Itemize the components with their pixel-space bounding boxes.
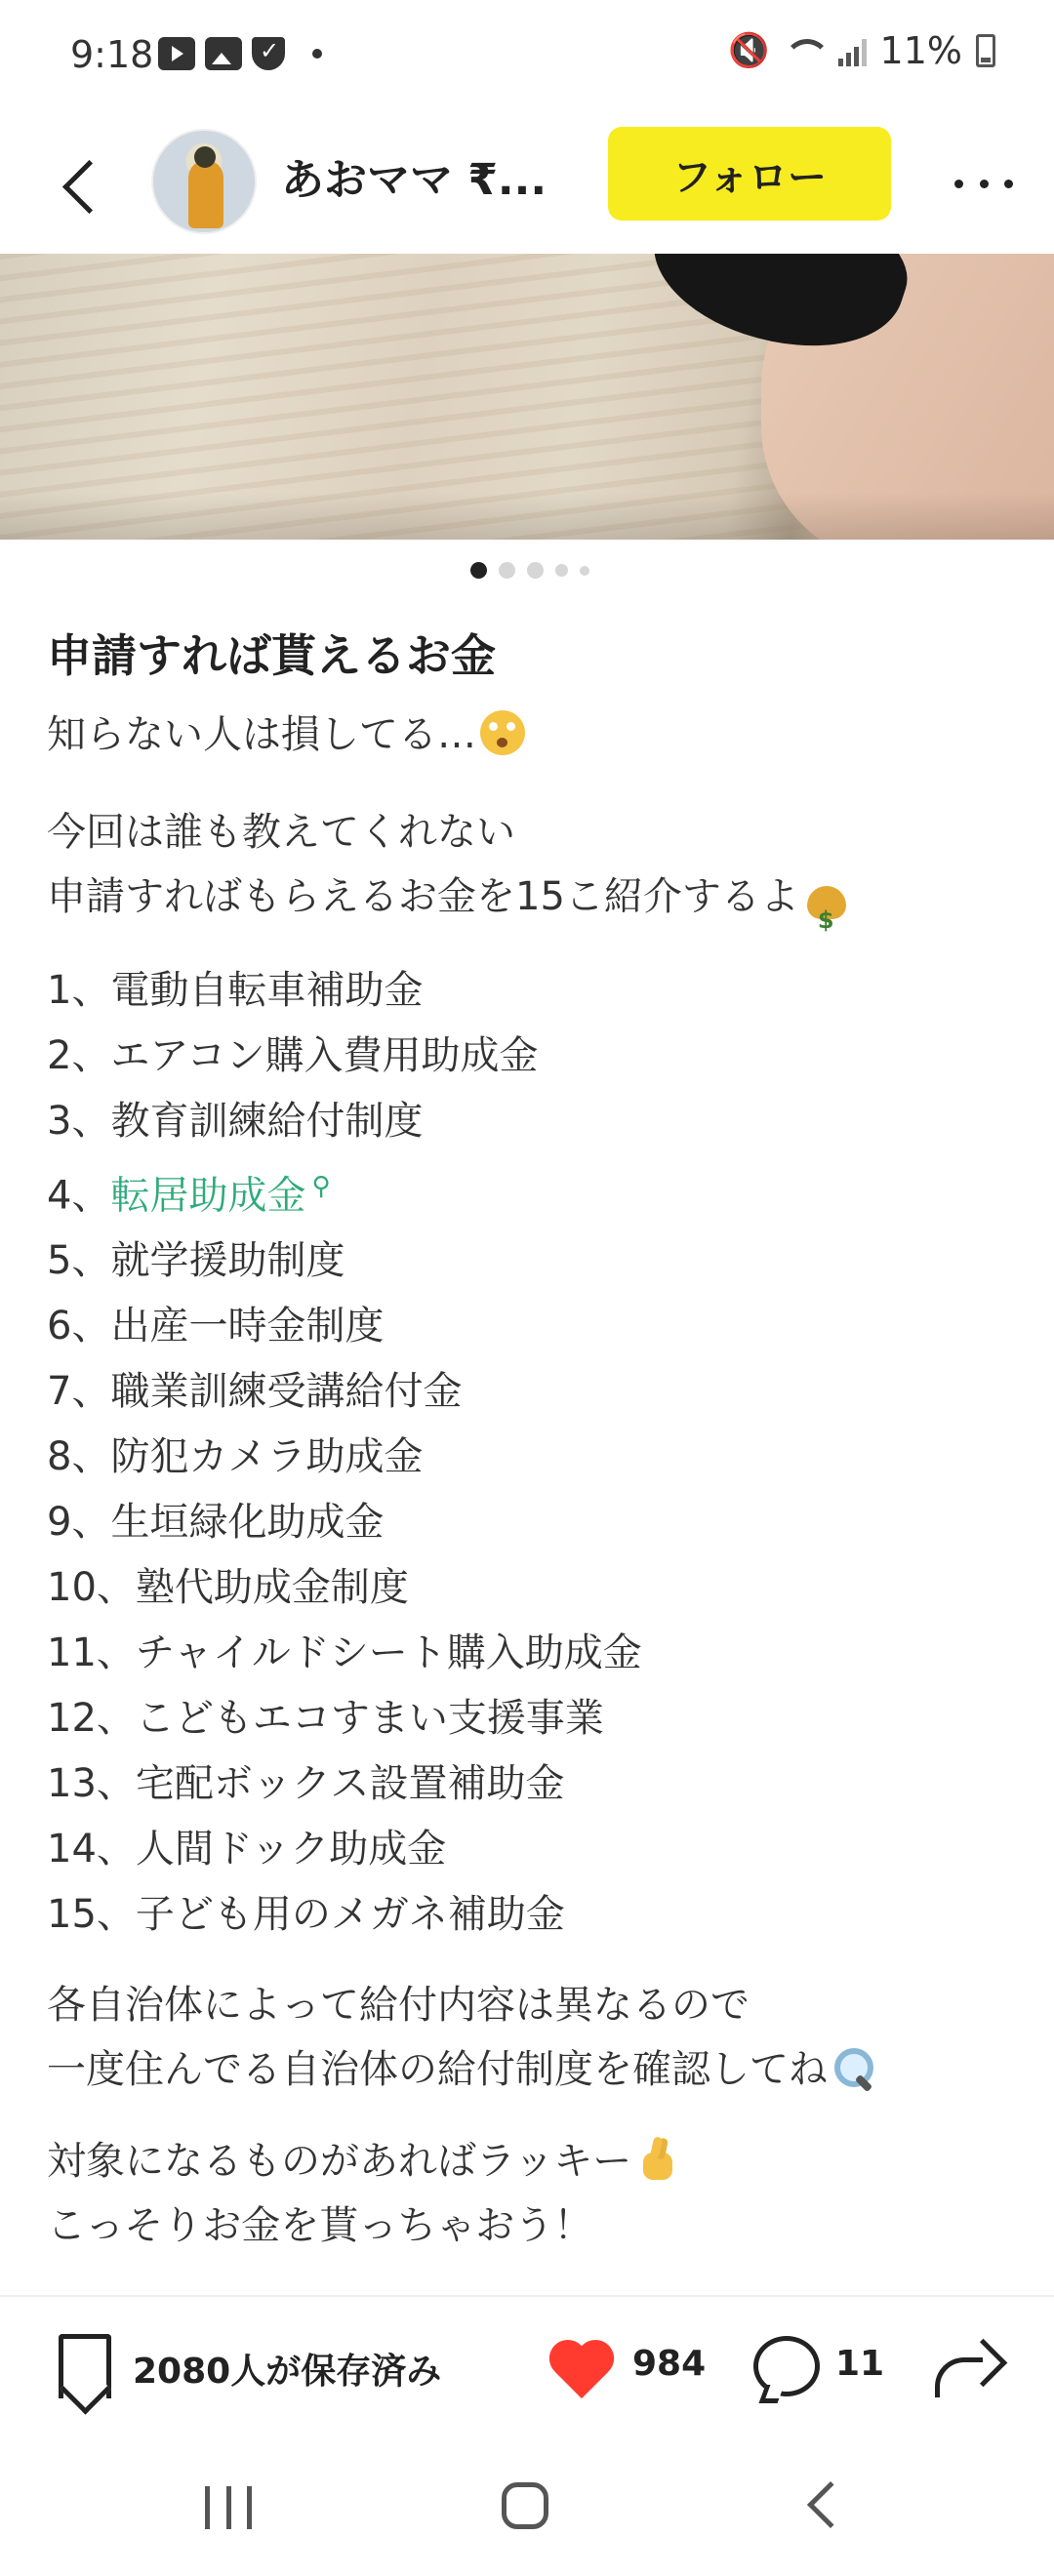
share-icon[interactable] [927,2336,1001,2404]
post-note: 各自治体によって給付内容は異なるので 一度住んでる自治体の給付制度を確認してね [47,1973,1023,2102]
post-lead: 今回は誰も教えてくれない 申請すればもらえるお金を15こ紹介するよ$ [47,800,1023,929]
carousel-dot [527,562,544,579]
follow-button[interactable]: フォロー [608,127,891,221]
battery-percent: 11% [879,29,962,72]
status-bar [0,0,1054,115]
carousel-indicator [0,562,1054,579]
comment-count: 11 [835,2344,885,2384]
list-item: 9、生垣緑化助成金 [47,1500,385,1546]
post-intro: 知らない人は損してる… [47,703,1023,767]
battery-icon [976,34,995,67]
notification-icons [158,37,322,70]
list-item: 4、転居助成金 ⚲ [47,1172,331,1219]
post-header [0,115,1054,254]
action-bar [0,2295,1054,2439]
carousel-dot-active [470,562,487,579]
carousel-dot [555,564,568,577]
list-item: 2、エアコン購入費用助成金 [47,1033,539,1078]
list-item: 13、宅配ボックス設置補助金 [47,1761,565,1807]
post-closing: 対象になるものがあればラッキー こっそりお金を貰っちゃおう！ [47,2129,1023,2258]
shield-icon [252,37,285,70]
list-item: 6、出産一時金制度 [47,1304,385,1349]
post-image[interactable] [0,254,1054,540]
list-item: 7、職業訓練受講給付金 [47,1369,463,1415]
flushed-face-icon [480,710,525,755]
search-link-relocation[interactable]: 転居助成金 [110,1173,306,1219]
mute-icon: 🔇 [728,31,770,70]
wifi-icon [784,33,825,68]
carousel-dot [499,562,515,579]
list-item: 15、子ども用のメガネ補助金 [47,1892,565,1938]
list-item: 12、こどもエコすまい支援事業 [47,1696,604,1742]
crossed-fingers-icon [635,2135,678,2182]
list-item: 10、塾代助成金制度 [47,1565,409,1611]
list-item: 8、防犯カメラ助成金 [47,1434,424,1480]
home-icon[interactable] [502,2482,548,2529]
system-icons [728,29,995,72]
username[interactable]: あおママ ₹... [281,155,547,205]
list-item: 1、電動自転車補助金 [47,968,424,1013]
youtube-icon [158,37,195,70]
system-back-icon[interactable] [807,2481,854,2528]
post-body [47,615,1023,2258]
comment-icon[interactable] [753,2336,820,2396]
signal-icon [838,35,867,66]
list-item: 11、チャイルドシート購入助成金 [47,1630,642,1676]
carousel-dot [580,566,589,576]
gallery-icon [205,37,242,70]
list-item: 14、人間ドック助成金 [47,1827,447,1872]
dot-icon [312,49,322,59]
magnifier-icon [831,2045,876,2090]
bookmark-icon[interactable] [59,2334,111,2398]
avatar[interactable] [151,129,257,234]
saved-count[interactable]: 2080人が保存済み [133,2352,442,2392]
system-nav-bar [0,2439,1054,2576]
heart-icon[interactable] [548,2342,617,2402]
status-time: 9:18 [70,33,154,76]
like-count: 984 [632,2344,707,2384]
money-bag-icon [803,872,850,919]
search-icon[interactable]: ⚲ [311,1172,331,1201]
back-arrow-icon[interactable] [57,150,105,219]
recent-apps-icon[interactable] [205,2486,252,2529]
post-title: 申請すれば貰えるお金 [47,629,496,682]
subsidy-list [47,958,1023,1948]
list-item: 5、就学援助制度 [47,1238,345,1284]
more-options-icon[interactable] [954,154,1013,213]
list-item: 3、教育訓練給付制度 [47,1099,424,1144]
